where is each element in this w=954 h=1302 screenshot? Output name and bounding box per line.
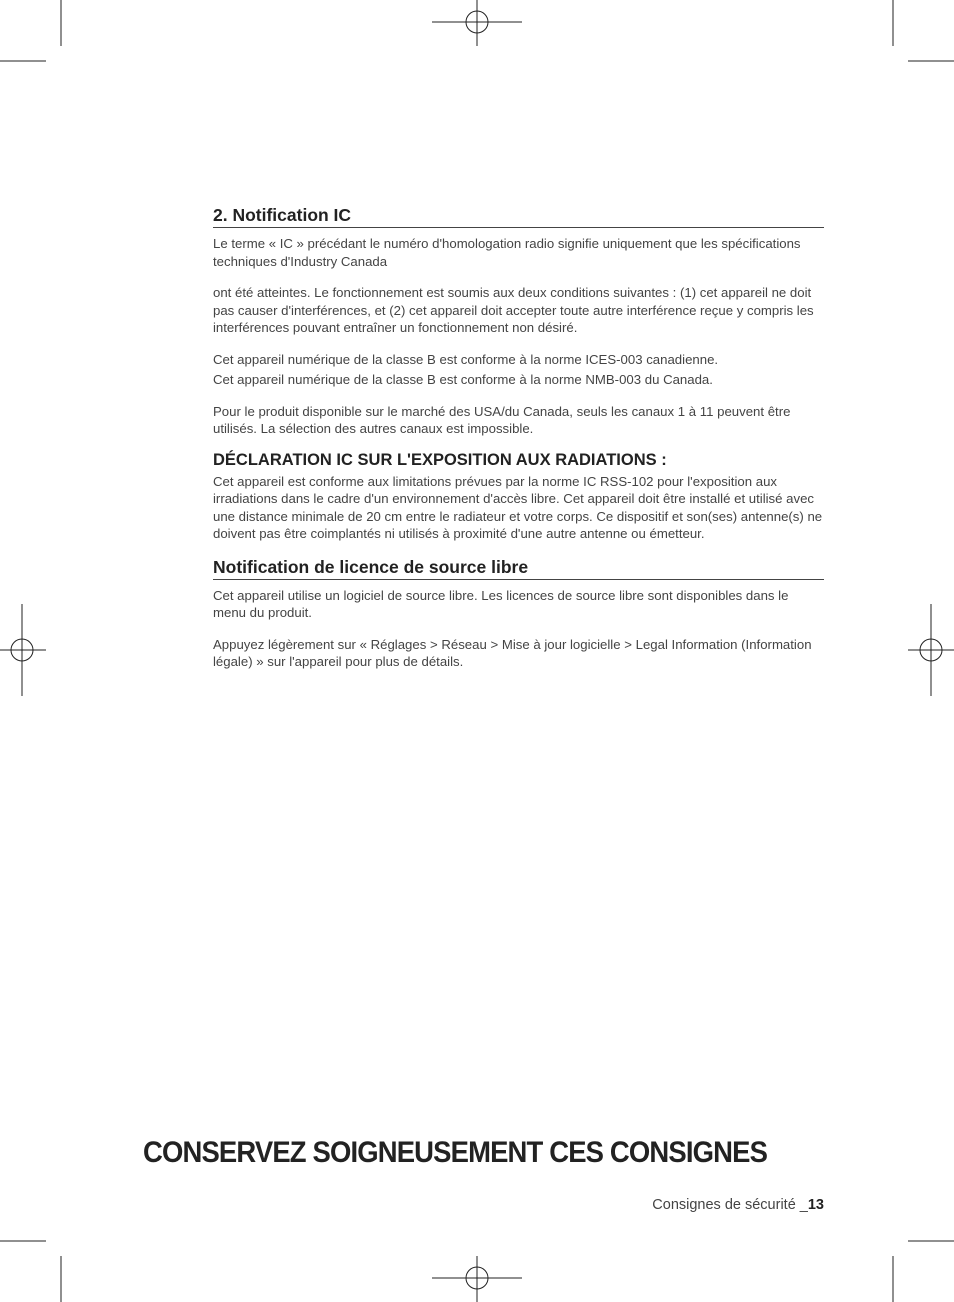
main-heading: CONSERVEZ SOIGNEUSEMENT CES CONSIGNES	[143, 1136, 768, 1169]
ic-paragraph-1: Le terme « IC » précédant le numéro d'homologation radio signifie uniquement que les spécifications techniques d'Industry Canada	[213, 236, 801, 269]
ic-paragraph-3: Cet appareil numérique de la classe B est conforme à la norme ICES-003 canadienne.	[213, 351, 719, 367]
ic-paragraph-4: Cet appareil numérique de la classe B est conforme à la norme NMB-003 du Canada.	[213, 372, 713, 387]
oss-paragraph-2: Appuyez légèrement sur « Réglages > Réseau > Mise à jour logicielle > Legal Information (Information légale) » sur l'appareil pour plus de détails.	[213, 636, 812, 669]
footer-label: Consignes de sécurité _	[652, 1197, 808, 1213]
page-content	[213, 205, 824, 671]
section-title-oss: Notification de licence de source libre	[213, 557, 824, 580]
registration-mark-left	[0, 604, 46, 696]
radiation-declaration-heading: DÉCLARATION IC SUR L'EXPOSITION AUX RADIATIONS :	[213, 450, 667, 469]
registration-mark-bottom	[432, 1256, 522, 1302]
section-title-ic: 2. Notification IC	[213, 205, 824, 228]
oss-paragraph-1: Cet appareil utilise un logiciel de source libre. Les licences de source libre sont disponibles dans le menu du produit.	[213, 587, 789, 620]
ic-paragraph-6: Cet appareil est conforme aux limitations prévues par la norme IC RSS-102 pour l'exposition aux irradiations dans le cadre d'un environnement d'accès libre. Cet appareil doit être installé et utilisé avec une distance minimale de 20 cm entre le radiateur et votre corps. Ce dispositif et son(ses) antenne(s) ne doivent pas être coimplantés ni utilisés à proximité d'une autre antenne ou émetteur.	[213, 473, 823, 541]
registration-mark-top	[432, 0, 522, 46]
registration-mark-right	[908, 604, 954, 696]
page-footer	[652, 1197, 824, 1213]
ic-paragraph-5: Pour le produit disponible sur le marché des USA/du Canada, seuls les canaux 1 à 11 peuvent être utilisés. La sélection des autres canaux est impossible.	[213, 403, 791, 436]
ic-paragraph-2: ont été atteintes. Le fonctionnement est soumis aux deux conditions suivantes : (1) cet appareil ne doit pas causer d'interférences, et (2) cet appareil doit accepter toute autre interférence reçue y compris les interférences pouvant entraîner un fonctionnement non désiré.	[213, 285, 814, 335]
page-number: 13	[807, 1197, 824, 1213]
